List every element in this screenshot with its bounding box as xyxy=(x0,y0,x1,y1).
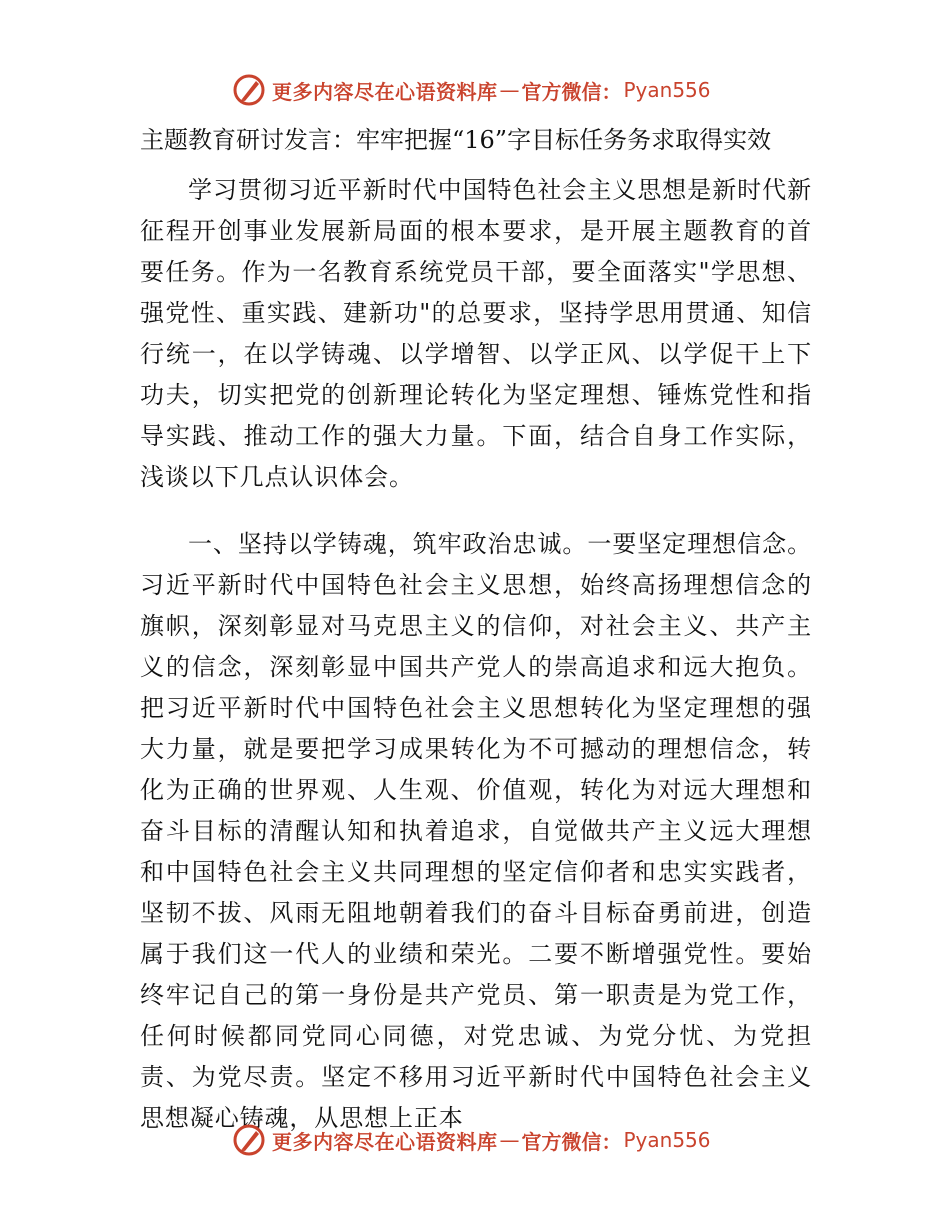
banner-brand-text: 更多内容尽在心语资料库 xyxy=(272,1129,498,1154)
header-watermark-banner xyxy=(232,70,752,110)
paragraph-section-one: 一、坚持以学铸魂，筑牢政治忠诚。一要坚定理想信念。习近平新时代中国特色社会主义思想，始终高扬理想信念的旗帜，深刻彰显对马克思主义的信仰，对社会主义、共产主义的信念，深刻彰显中国共产党人的崇高追求和远大抱负。把习近平新时代中国特色社会主义思想转化为坚定理想的强大力量，就是要把学习成果转化为不可撼动的理想信念，转化为正确的世界观、人生观、价值观，转化为对远大理想和奋斗目标的清醒认知和执着追求，自觉做共产主义远大理想和中国特色社会主义共同理想的坚定信仰者和忠实实践者，坚韧不拔、风雨无阻地朝着我们的奋斗目标奋勇前进，创造属于我们这一代人的业绩和荣光。二要不断增强党性。要始终牢记自己的第一身份是共产党员、第一职责是为党工作，任何时候都同党同心同德，对党忠诚、为党分忧、为党担责、为党尽责。坚定不移用习近平新时代中国特色社会主义思想凝心铸魂，从思想上正本 xyxy=(140,530,812,1132)
paragraph-intro: 学习贯彻习近平新时代中国特色社会主义思想是新时代新征程开创事业发展新局面的根本要求，是开展主题教育的首要任务。作为一名教育系统党员干部，要全面落实"学思想、强党性、重实践、建新功"的总要求，坚持学思用贯通、知信行统一，在以学铸魂、以学增智、以学正风、以学促干上下功夫，切实把党的创新理论转化为坚定理想、锤炼党性和指导实践、推动工作的强大力量。下面，结合自身工作实际，浅谈以下几点认识体会。 xyxy=(140,176,812,491)
banner-brand-text: 更多内容尽在心语资料库 xyxy=(272,79,498,104)
banner-wechat-id: Pyan556 xyxy=(623,78,711,102)
banner-wechat-label: 官方微信： xyxy=(521,1129,622,1154)
banner-dash: — xyxy=(499,1128,520,1152)
banner-wechat-label: 官方微信： xyxy=(521,79,622,104)
document-title: 主题教育研讨发言：牢牢把握“16”字目标任务务求取得实效 xyxy=(140,126,772,154)
pen-logo-icon xyxy=(232,73,266,107)
footer-watermark-banner xyxy=(232,1120,752,1160)
banner-dash: — xyxy=(499,78,520,102)
pen-logo-icon xyxy=(232,1123,266,1157)
banner-wechat-id: Pyan556 xyxy=(623,1128,711,1152)
